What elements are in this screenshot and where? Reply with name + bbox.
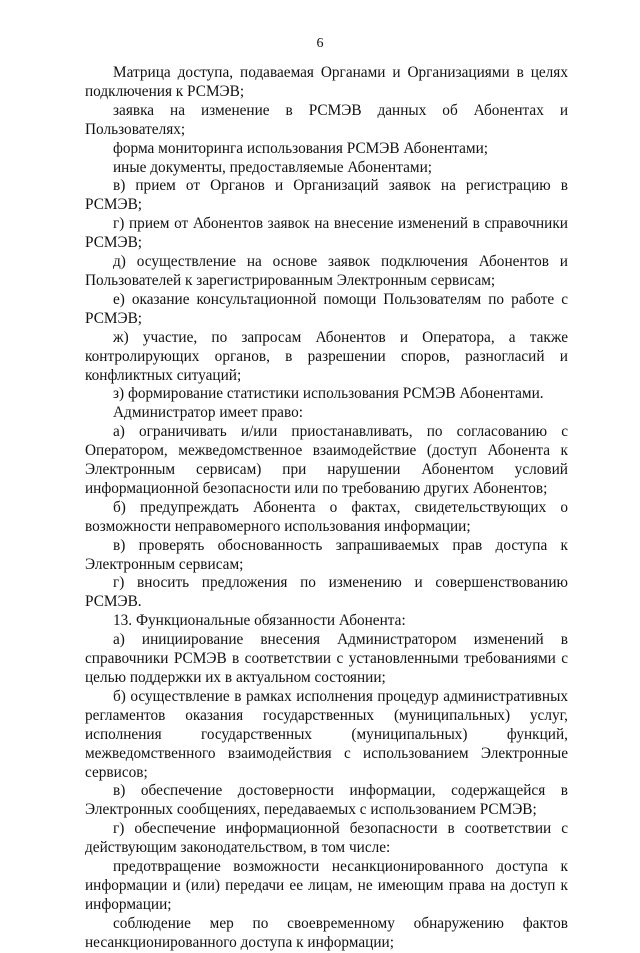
page-number: 6 [316, 36, 324, 51]
paragraph: г) вносить предложения по изменению и совершенствованию РСМЭВ. [85, 574, 568, 611]
paragraph: г) обеспечение информационной безопасности в соответствии с действующим законодательством, в том числе: [85, 820, 568, 857]
section-heading: 13. Функциональные обязанности Абонента: [113, 612, 406, 630]
paragraph: Матрица доступа, подаваемая Органами и Организациями в целях подключения к РСМЭВ; [85, 64, 568, 100]
paragraph: в) прием от Органов и Организаций заявок на регистрацию в РСМЭВ; [85, 177, 568, 214]
paragraph: иные документы, предоставляемые Абонентами; [113, 158, 433, 176]
paragraph: а) инициирование внесения Администратором изменений в справочники РСМЭВ в соответствии с установленными требованиями с целью поддержки их в актуальном состоянии; [85, 631, 568, 686]
paragraph: з) формирование статистики использования РСМЭВ Абонентами. [113, 385, 544, 403]
document-body [85, 64, 568, 953]
paragraph: в) проверять обоснованность запрашиваемых прав доступа к Электронным сервисам; [85, 536, 568, 573]
paragraph: Администратор имеет право: [113, 404, 303, 422]
paragraph: б) предупреждать Абонента о фактах, свидетельствующих о возможности неправомерного использования информации; [85, 498, 568, 535]
paragraph: г) прием от Абонентов заявок на внесение изменений в справочники РСМЭВ; [85, 215, 568, 252]
paragraph: соблюдение мер по своевременному обнаружению фактов несанкционированного доступа к информации; [85, 914, 568, 951]
paragraph: б) осуществление в рамках исполнения процедур административных регламентов оказания государственных (муниципальных) услуг, исполнения государственных (муниципальных) функций, межведомственного взаимодействия с использованием Электронные сервисов; [85, 687, 568, 781]
paragraph: заявка на изменение в РСМЭВ данных об Абонентах и Пользователях; [85, 101, 568, 138]
paragraph: в) обеспечение достоверности информации, содержащейся в Электронных сообщениях, передаваемых с использованием РСМЭВ; [85, 782, 568, 819]
paragraph: предотвращение возможности несанкционированного доступа к информации и (или) передачи ее лицам, не имеющим права на доступ к информации; [85, 858, 568, 913]
paragraph: форма мониторинга использования РСМЭВ Абонентами; [113, 139, 489, 157]
paragraph: ж) участие, по запросам Абонентов и Оператора, а также контролирующих органов, в разрешении споров, разногласий и конфликтных ситуаций; [85, 328, 568, 384]
paragraph: д) осуществление на основе заявок подключения Абонентов и Пользователей к зарегистрированным Электронным сервисам; [85, 253, 568, 289]
paragraph: е) оказание консультационной помощи Пользователям по работе с РСМЭВ; [85, 290, 568, 327]
paragraph: а) ограничивать и/или приостанавливать, по согласованию с Оператором, межведомственное взаимодействие (доступ Абонента к Электронным сервисам) при нарушении Абонентом условий информационной безопасности или по требованию других Абонентов; [85, 423, 568, 497]
